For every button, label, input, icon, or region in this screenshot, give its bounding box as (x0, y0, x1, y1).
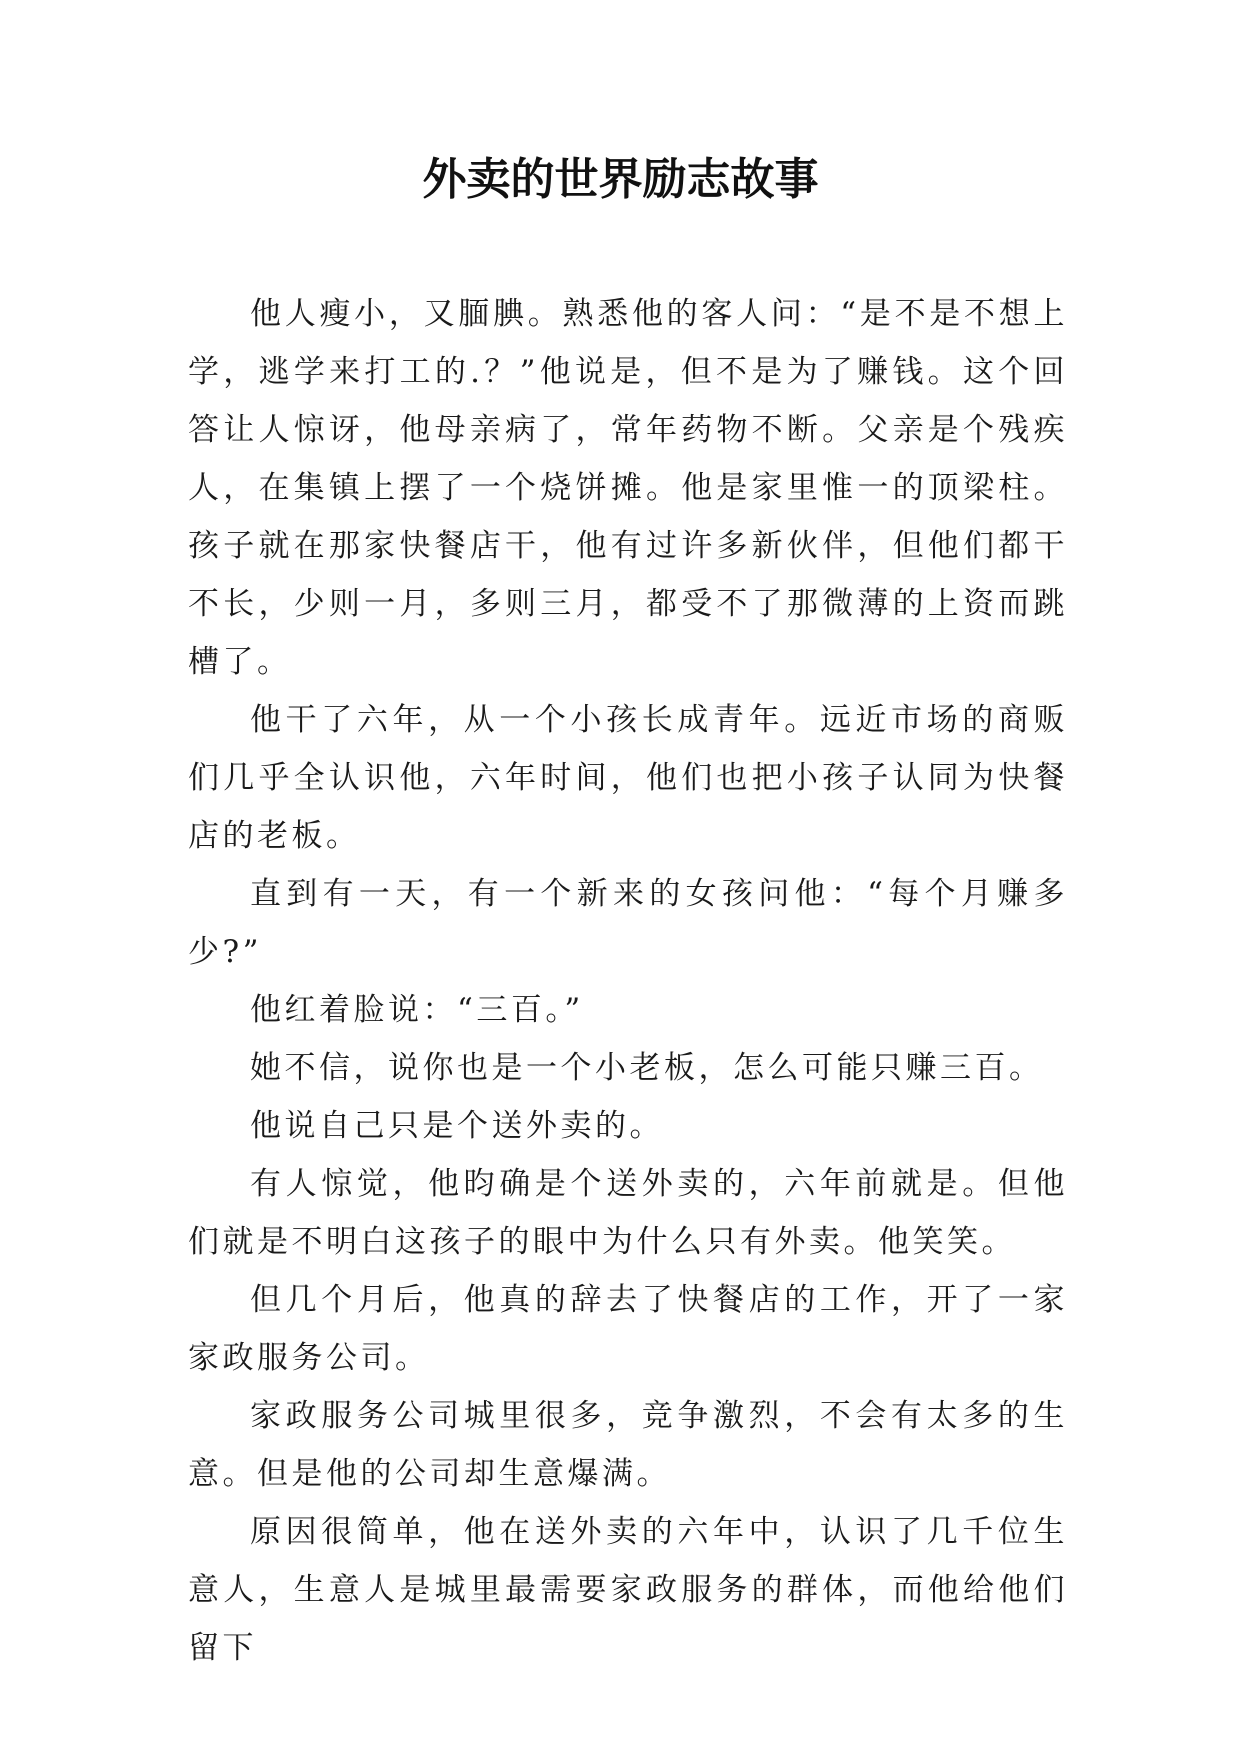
document-title: 外卖的世界励志故事 (422, 154, 819, 205)
paragraph: 他干了六年，从一个小孩长成青年。远近市场的商贩们几乎全认识他，六年时间，他们也把小孩子认同为快餐店的老板。 (188, 702, 1068, 854)
paragraph: 原因很简单，他在送外卖的六年中，认识了几千位生意人，生意人是城里最需要家政服务的群体，而他给他们留下 (188, 1514, 1068, 1666)
paragraph: 直到有一天，有一个新来的女孩问他：“每个月赚多少?” (188, 876, 1068, 970)
paragraph: 他人瘦小，又腼腆。熟悉他的客人问：“是不是不想上学，逃学来打工的.？”他说是，但不是为了赚钱。这个回答让人惊讶，他母亲病了，常年药物不断。父亲是个残疾人，在集镇上摆了一个烧饼摊。他是家里惟一的顶梁柱。孩子就在那家快餐店干，他有过许多新伙伴，但他们都干不长，少则一月，多则三月，都受不了那微薄的上资而跳槽了。 (188, 296, 1068, 680)
paragraph: 家政服务公司城里很多，竞争激烈，不会有太多的生意。但是他的公司却生意爆满。 (188, 1398, 1068, 1492)
document-body (188, 285, 1068, 1677)
paragraph: 她不信，说你也是一个小老板，怎么可能只赚三百。 (250, 1050, 1044, 1086)
paragraph: 但几个月后，他真的辞去了快餐店的工作，开了一家家政服务公司。 (188, 1282, 1068, 1376)
paragraph: 他说自己只是个送外卖的。 (250, 1108, 664, 1144)
paragraph: 他红着脸说：“三百。” (250, 992, 584, 1028)
paragraph: 有人惊觉，他昀确是个送外卖的，六年前就是。但他们就是不明白这孩子的眼中为什么只有外卖。他笑笑。 (188, 1166, 1068, 1260)
